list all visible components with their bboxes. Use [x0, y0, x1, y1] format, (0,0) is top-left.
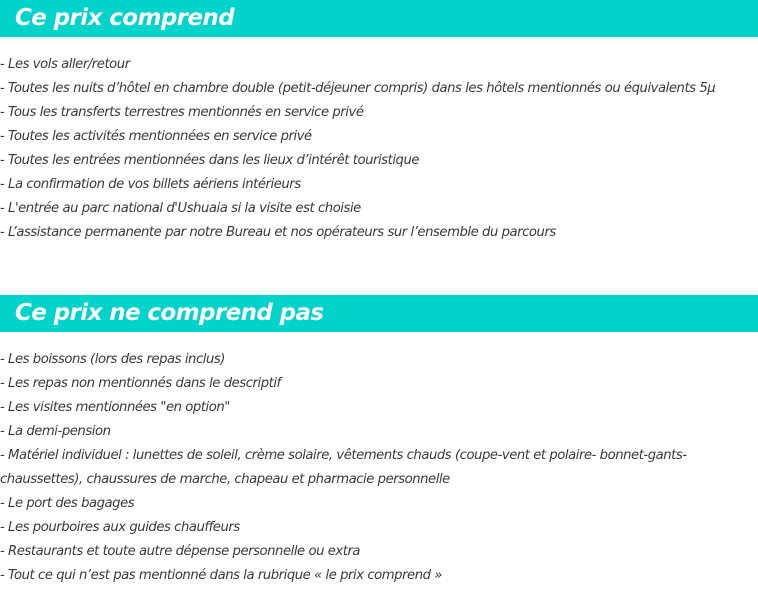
list-item: - Toutes les entrées mentionnées dans les lieux d’intérêt touristique — [0, 153, 420, 168]
list-item: - Toutes les nuits d’hôtel en chambre double (petit-déjeuner compris) dans les hôtels mentionnés ou équivalents 5µ — [0, 81, 716, 96]
list-item: - La demi-pension — [0, 424, 111, 439]
included-list — [0, 53, 758, 245]
list-item: - Matériel individuel : lunettes de soleil, crème solaire, vêtements chauds (coupe-vent et polaire- bonnet-gants-chaussettes), chaussures de marche, chapeau et pharmacie personnelle — [0, 448, 687, 487]
list-item: - Les repas non mentionnés dans le descriptif — [0, 376, 281, 391]
not-included-header — [0, 295, 758, 332]
included-header — [0, 0, 758, 37]
not-included-list — [0, 348, 758, 588]
list-item: - La confirmation de vos billets aériens intérieurs — [0, 177, 301, 192]
list-item: - L'entrée au parc national d'Ushuaia si la visite est choisie — [0, 201, 361, 216]
list-item: - Tout ce qui n’est pas mentionné dans la rubrique « le prix comprend » — [0, 568, 442, 583]
list-item: - Le port des bagages — [0, 496, 135, 511]
list-item: - L’assistance permanente par notre Bureau et nos opérateurs sur l’ensemble du parcours — [0, 225, 556, 240]
list-item: - Restaurants et toute autre dépense personnelle ou extra — [0, 544, 361, 559]
list-item: - Les vols aller/retour — [0, 57, 130, 72]
list-item: - Les visites mentionnées "en option" — [0, 400, 230, 415]
list-item: - Toutes les activités mentionnées en service privé — [0, 129, 312, 144]
list-item: - Tous les transferts terrestres mentionnés en service privé — [0, 105, 364, 120]
not-included-title: Ce prix ne comprend pas — [15, 300, 324, 326]
included-title: Ce prix comprend — [15, 5, 235, 31]
list-item: - Les boissons (lors des repas inclus) — [0, 352, 225, 367]
list-item: - Les pourboires aux guides chauffeurs — [0, 520, 240, 535]
